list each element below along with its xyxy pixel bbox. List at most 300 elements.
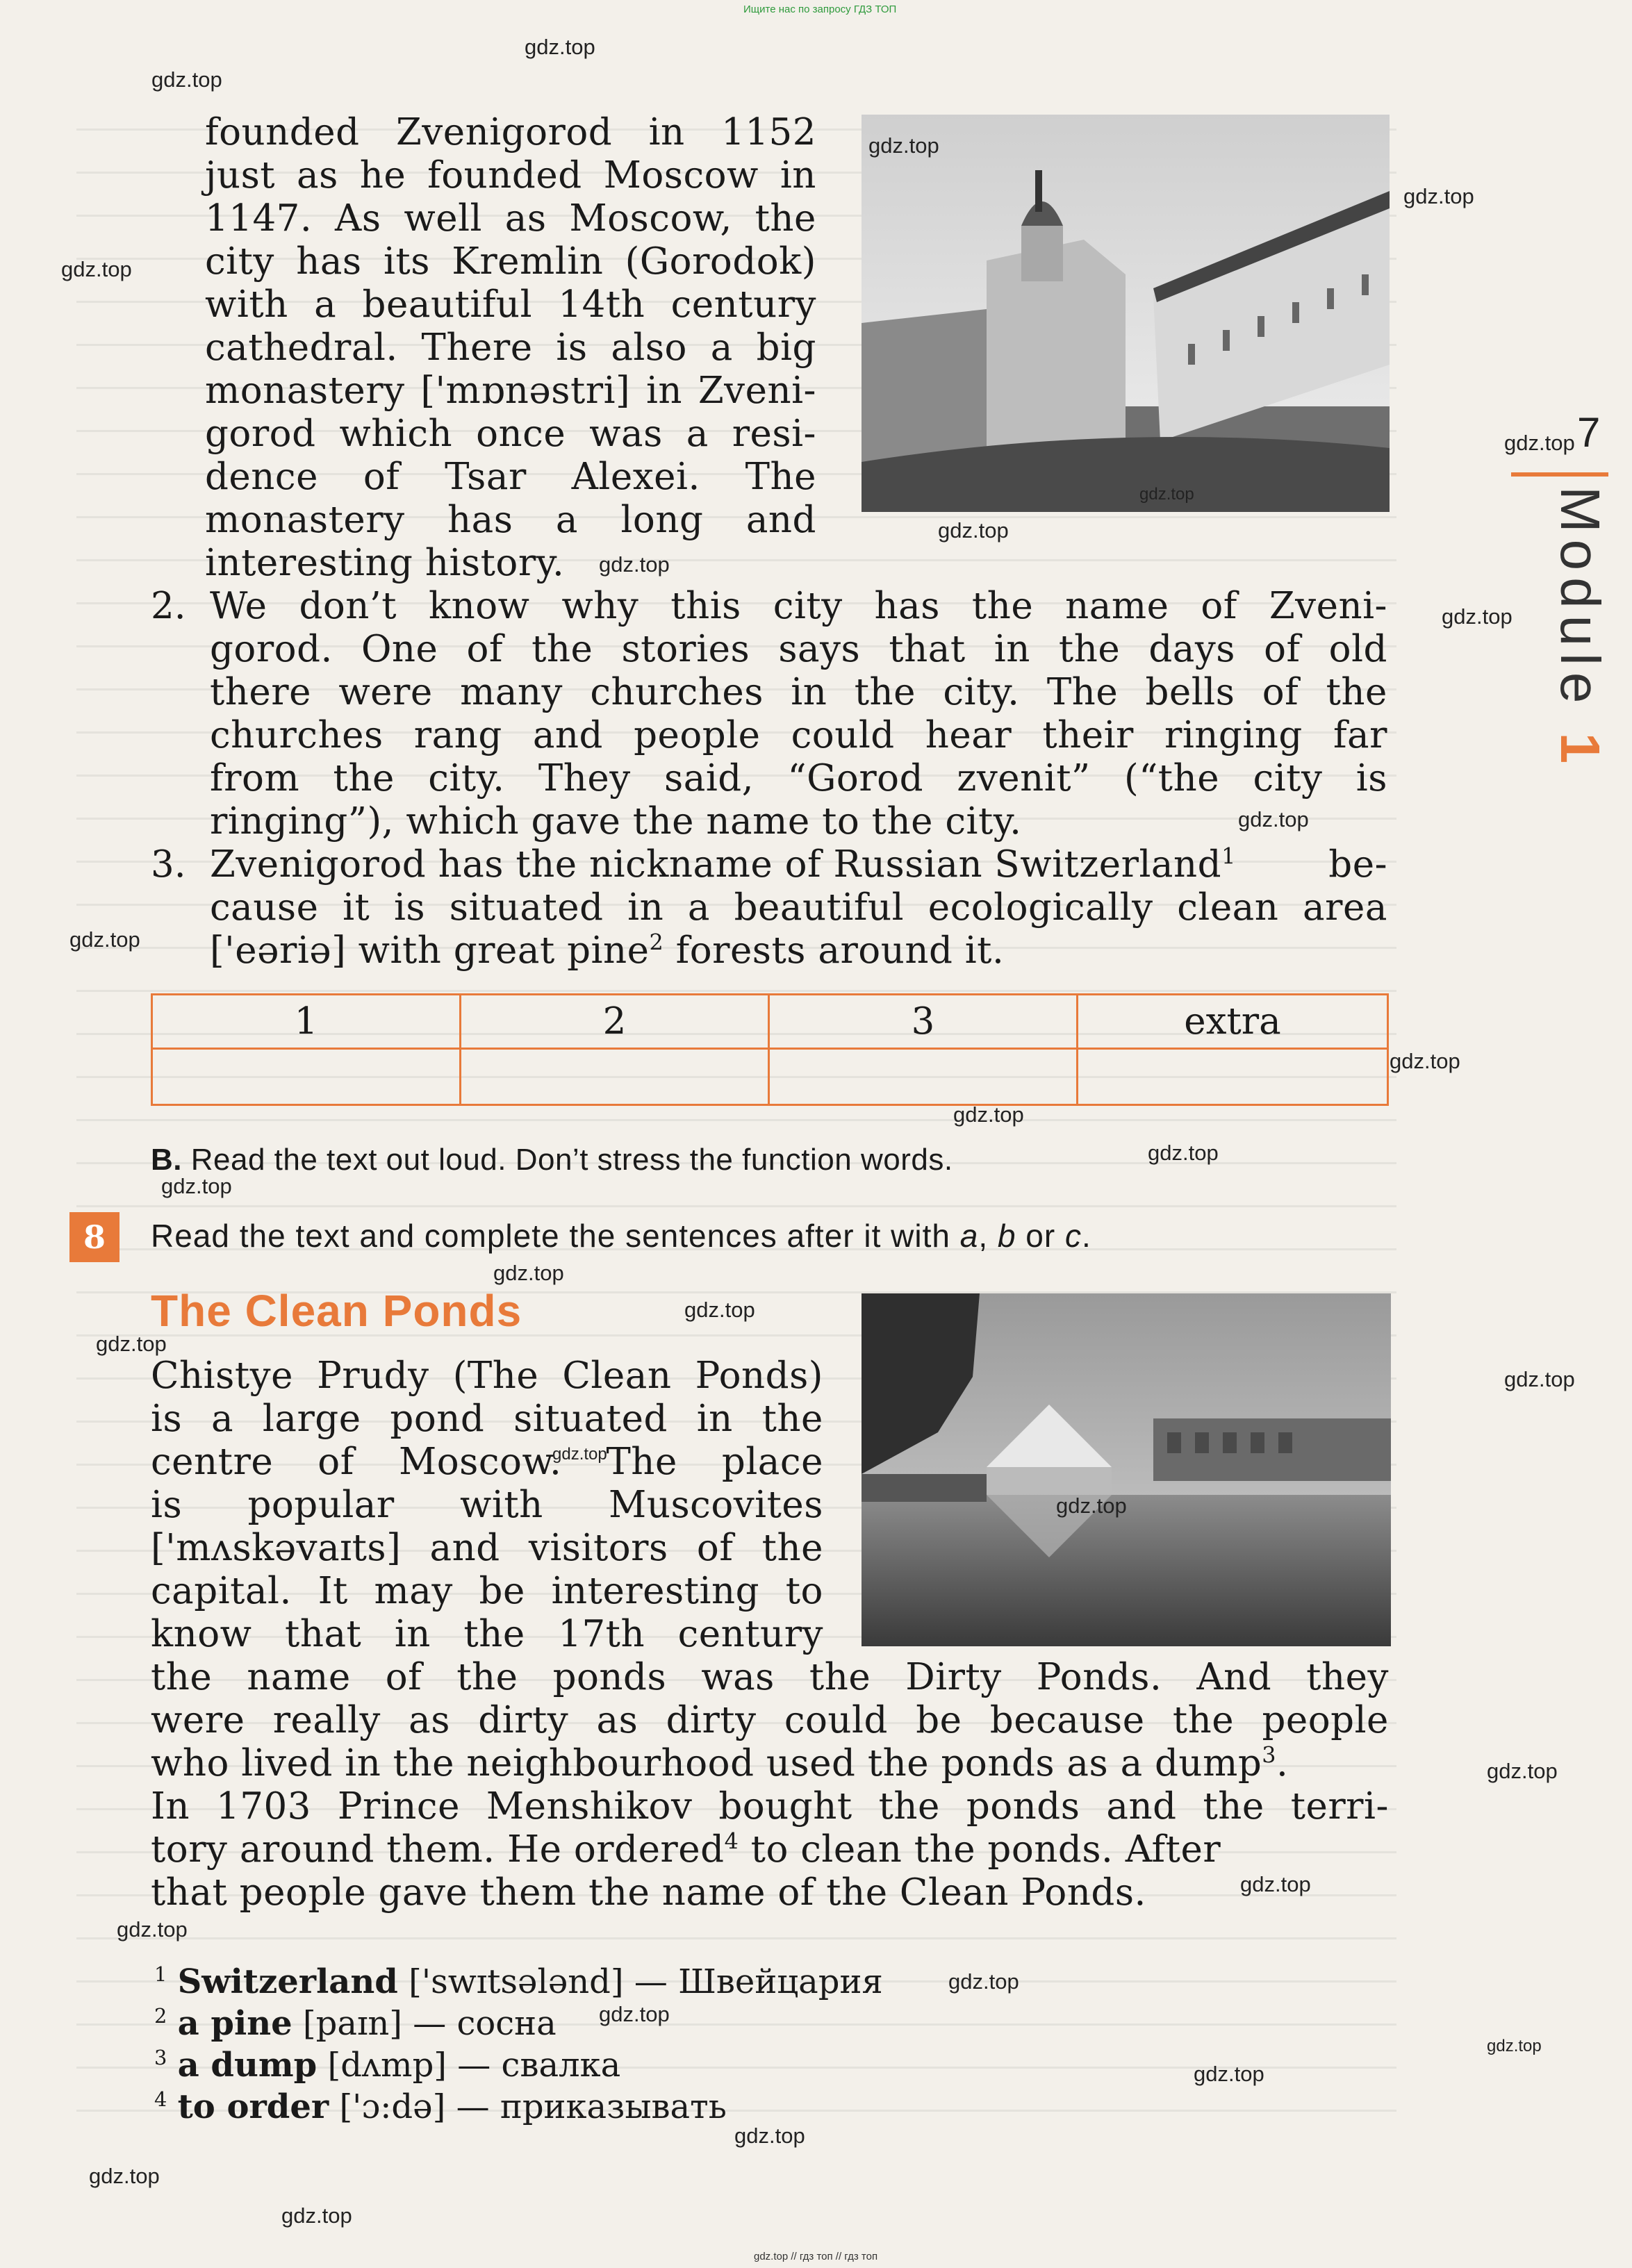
word: has <box>447 499 513 541</box>
word: there <box>210 671 311 713</box>
word: Chistye <box>151 1355 293 1397</box>
word: could <box>791 714 895 756</box>
word: of <box>385 1656 422 1698</box>
word: It <box>318 1570 348 1612</box>
watermark: gdz.top <box>61 257 132 281</box>
footnote-word: to order <box>177 2087 329 2126</box>
footnote-number: 3 <box>154 2046 167 2069</box>
word: is <box>151 1484 183 1526</box>
word: was <box>589 413 663 455</box>
word: really <box>272 1699 381 1741</box>
word: he <box>359 154 406 197</box>
word: that <box>285 1613 362 1655</box>
word: the <box>1058 628 1121 670</box>
word: name <box>706 800 810 843</box>
module-word: Module <box>1549 486 1611 711</box>
word: of <box>696 1527 734 1569</box>
word: big <box>756 326 816 369</box>
footnote-ref: 4 <box>724 1828 739 1855</box>
word: once <box>476 413 566 455</box>
watermark: gdz.top <box>868 133 939 158</box>
table-header: 2 <box>461 995 770 1050</box>
word: the <box>1203 1785 1264 1828</box>
word: bought <box>718 1785 852 1828</box>
word: is <box>1355 757 1387 800</box>
footnote-transcription: [paɪn] <box>302 2004 402 2043</box>
text-line <box>210 714 1387 756</box>
word: 17th <box>558 1613 645 1655</box>
word: of <box>1201 585 1237 627</box>
word: There <box>421 326 533 369</box>
footnote-word: Switzerland <box>177 1962 398 2001</box>
word: stories <box>621 628 750 670</box>
footnote-ref: 1 <box>1221 843 1236 870</box>
word: century <box>677 1613 823 1655</box>
word: ecologically <box>928 886 1153 929</box>
word: were <box>151 1699 245 1741</box>
answer-cell[interactable] <box>770 1050 1078 1104</box>
watermark: gdz.top <box>599 552 670 577</box>
footnote-translation: — свалка <box>457 2046 621 2085</box>
watermark: gdz.top <box>1139 485 1194 504</box>
word: cathedral. <box>205 326 398 369</box>
word: also <box>611 326 687 369</box>
word: to <box>785 1570 823 1612</box>
exercise-instruction <box>151 1217 1091 1255</box>
text-line <box>151 1742 1389 1785</box>
word: has <box>296 240 362 283</box>
answer-cell[interactable] <box>1078 1050 1387 1104</box>
word: the <box>151 1656 213 1698</box>
footer-text: gdz.top // гдз топ // гдз топ <box>754 2251 878 2262</box>
word: beautiful <box>362 283 533 326</box>
answer-cell[interactable] <box>153 1050 461 1104</box>
word: well <box>404 197 482 240</box>
word: ringing”), <box>210 800 394 843</box>
word: clean <box>1177 886 1279 929</box>
text-line <box>151 1441 823 1483</box>
word: dirty <box>478 1699 569 1741</box>
word: a <box>686 413 709 455</box>
word: don’t <box>299 585 397 627</box>
instruction-text: or <box>1016 1218 1065 1254</box>
word: in <box>627 886 664 929</box>
article-title: The Clean Ponds <box>151 1286 522 1336</box>
text-line <box>210 800 1022 843</box>
word: as <box>297 154 338 197</box>
task-b-text: Read the text out loud. Don’t stress the function words. <box>190 1143 953 1177</box>
page-number: 7 <box>1577 409 1601 456</box>
text-line <box>151 1656 1389 1698</box>
word: with <box>460 1484 543 1526</box>
word: Kremlin <box>452 240 604 283</box>
word: ['mʌskəvaɪts] <box>151 1527 402 1569</box>
word: ringing <box>1164 714 1303 756</box>
word: a <box>710 326 733 369</box>
text-line <box>205 370 816 412</box>
word: Zveni- <box>1269 585 1387 627</box>
word: know <box>428 585 530 627</box>
word: zvenit” <box>957 757 1091 800</box>
text-line <box>210 628 1387 670</box>
word: says <box>778 628 861 670</box>
word: the <box>755 197 816 240</box>
word: monastery <box>205 370 405 412</box>
word: they <box>1306 1656 1389 1698</box>
dump-text: . <box>1276 1742 1289 1785</box>
word: One <box>361 628 438 670</box>
clean-ponds-pavilion-photo <box>862 1293 1391 1646</box>
word: founded <box>205 111 360 154</box>
footnote-transcription: ['swɪtsələnd] <box>409 1962 624 2001</box>
text-line <box>205 111 816 154</box>
footnote-transcription: ['ɔ:də] <box>339 2087 446 2126</box>
word: be <box>916 1699 962 1741</box>
watermark: gdz.top <box>1487 1759 1558 1783</box>
word: and <box>1106 1785 1177 1828</box>
word: ['mɒnəstri] <box>420 370 631 412</box>
word: was <box>701 1656 775 1698</box>
word: city. <box>428 757 505 800</box>
word: 1152 <box>721 111 816 154</box>
option-c: c <box>1064 1218 1082 1254</box>
footnote-word: a dump <box>177 2046 318 2085</box>
word: The <box>745 456 816 498</box>
watermark: gdz.top <box>1390 1049 1460 1073</box>
word: rang <box>413 714 502 756</box>
word: know <box>151 1613 252 1655</box>
word: the <box>971 585 1034 627</box>
word: the <box>854 671 916 713</box>
text-line <box>151 1527 823 1569</box>
module-label <box>1548 486 1612 770</box>
word: because <box>989 1699 1145 1741</box>
word: They <box>538 757 631 800</box>
word: Alexei. <box>571 456 700 498</box>
text-line <box>205 197 816 240</box>
word: of <box>363 456 400 498</box>
word: interesting <box>205 542 413 584</box>
word: the <box>632 800 694 843</box>
watermark: gdz.top <box>1403 184 1474 208</box>
word: resi- <box>732 413 816 455</box>
watermark: gdz.top <box>1442 604 1513 629</box>
text-line <box>205 240 816 283</box>
word: pond <box>390 1398 485 1440</box>
watermark: gdz.top <box>1487 2037 1542 2055</box>
dump-text: who lived in the neighbourhood used the ponds as a dump <box>151 1742 1262 1785</box>
text-line <box>151 1785 1389 1828</box>
word: and <box>745 499 816 541</box>
word: Menshikov <box>486 1785 693 1828</box>
word: century <box>670 283 816 326</box>
word: from <box>210 757 300 800</box>
module-number: 1 <box>1549 732 1611 771</box>
word: in <box>791 671 827 713</box>
watermark: gdz.top <box>151 67 222 92</box>
word: were <box>338 671 433 713</box>
word: to <box>822 800 860 843</box>
text-line <box>151 1613 823 1655</box>
text-line <box>205 154 816 197</box>
word: As <box>335 197 381 240</box>
word: monastery <box>205 499 405 541</box>
word: the <box>761 1398 823 1440</box>
word: in <box>648 111 685 154</box>
word: churches <box>590 671 764 713</box>
watermark: gdz.top <box>89 2164 160 2188</box>
word: Tsar <box>445 456 527 498</box>
word: (The <box>452 1355 539 1397</box>
word: Zvenigorod <box>395 111 613 154</box>
watermark: gdz.top <box>684 1298 755 1322</box>
text-line <box>205 499 816 541</box>
word: that <box>889 628 966 670</box>
word: We <box>210 585 267 627</box>
text-line <box>210 757 1387 800</box>
answer-table <box>151 993 1389 1106</box>
word: of <box>1264 628 1301 670</box>
word: Dirty <box>905 1656 1002 1698</box>
text-line <box>210 843 1387 886</box>
option-a: a <box>959 1218 979 1254</box>
word: the <box>878 1785 940 1828</box>
order-text: tory around them. He ordered <box>151 1828 725 1871</box>
word: 1147. <box>205 197 313 240</box>
word: of <box>466 628 503 670</box>
word: in <box>994 628 1030 670</box>
word: as <box>504 197 547 240</box>
word: The <box>1046 671 1119 713</box>
text-line <box>151 1398 823 1440</box>
word: has <box>874 585 940 627</box>
word: “Gorod <box>787 757 923 800</box>
word: in <box>780 154 816 197</box>
watermark: gdz.top <box>161 1174 232 1198</box>
word: In <box>151 1785 190 1828</box>
answer-cell[interactable] <box>461 1050 770 1104</box>
option-b: b <box>997 1218 1016 1254</box>
footnote-word: a pine <box>177 2004 292 2043</box>
word: ponds <box>552 1656 667 1698</box>
word: a <box>211 1398 234 1440</box>
footnote-number: 4 <box>154 2087 167 2111</box>
task-b-label: B. <box>151 1143 182 1177</box>
word: place <box>721 1441 823 1483</box>
word: gorod. <box>210 628 333 670</box>
footnote-number: 1 <box>154 1962 167 1986</box>
item3-text: be- <box>1328 843 1387 886</box>
word: name <box>1065 585 1169 627</box>
word: (“the <box>1124 757 1220 800</box>
footnote <box>154 2087 727 2126</box>
text-line <box>210 929 1004 972</box>
word: a <box>687 886 710 929</box>
text-line <box>210 585 1387 627</box>
word: Moscow. <box>398 1441 562 1483</box>
word: centre <box>151 1441 274 1483</box>
watermark: gdz.top <box>1504 431 1575 455</box>
text-line <box>210 671 1387 713</box>
text-line <box>205 456 816 498</box>
watermark: gdz.top <box>599 2002 670 2026</box>
word: ponds <box>966 1785 1080 1828</box>
word: of <box>318 1441 354 1483</box>
instruction-text: , <box>978 1218 998 1254</box>
zvenigorod-monastery-photo <box>862 115 1390 512</box>
word: far <box>1333 714 1387 756</box>
word: founded <box>427 154 582 197</box>
word: of <box>1262 671 1299 713</box>
word: Prince <box>337 1785 460 1828</box>
word: the <box>761 1527 823 1569</box>
word: name <box>247 1656 351 1698</box>
text-line <box>210 886 1387 929</box>
word: bells <box>1145 671 1235 713</box>
watermark: gdz.top <box>1238 807 1309 831</box>
footnote-ref: 3 <box>1262 1742 1276 1769</box>
word: in <box>696 1398 733 1440</box>
word: the <box>809 1656 871 1698</box>
word: the <box>1172 1699 1235 1741</box>
word: city <box>205 240 274 283</box>
word: its <box>383 240 430 283</box>
word: Moscow <box>603 154 759 197</box>
word: city <box>773 585 843 627</box>
text-line: that people gave them the name of the Clean Ponds. <box>151 1871 1146 1914</box>
word: city. <box>943 671 1020 713</box>
word: the <box>531 628 593 670</box>
text-line <box>205 326 816 369</box>
footnote-translation: — Швейцария <box>634 1962 883 2001</box>
watermark: gdz.top <box>1056 1493 1127 1518</box>
word: old <box>1328 628 1387 670</box>
text-line <box>151 1355 823 1397</box>
word: hear <box>925 714 1012 756</box>
footnote <box>154 2046 620 2085</box>
word: area <box>1303 886 1387 929</box>
item3-text: forests around it. <box>663 929 1005 972</box>
footnote-translation: — приказывать <box>456 2087 727 2126</box>
word: which <box>406 800 520 843</box>
word: situated <box>513 1398 668 1440</box>
word: Prudy <box>317 1355 429 1397</box>
word: city. <box>945 800 1022 843</box>
word: Ponds. <box>1036 1656 1162 1698</box>
table-header: extra <box>1078 995 1387 1050</box>
word: situated <box>449 886 604 929</box>
word: dirty <box>666 1699 757 1741</box>
word: Ponds) <box>695 1355 823 1397</box>
watermark: gdz.top <box>69 927 140 952</box>
text-line <box>205 542 564 584</box>
watermark: gdz.top <box>552 1445 607 1464</box>
word: their <box>1042 714 1134 756</box>
module-tab <box>1549 486 1619 820</box>
word: the <box>1326 671 1387 713</box>
word: and <box>429 1527 500 1569</box>
order-text: to clean the ponds. After <box>739 1828 1221 1871</box>
instruction-text: . <box>1081 1218 1091 1254</box>
footnote-transcription: [dʌmp] <box>327 2046 447 2085</box>
item-number: 3. <box>151 843 186 886</box>
word: is <box>556 326 588 369</box>
module-divider <box>1511 472 1608 477</box>
word: the <box>456 1656 518 1698</box>
instruction-text: Read the text and complete the sentences after it with <box>151 1218 960 1254</box>
word: Clean <box>562 1355 672 1397</box>
word: 14th <box>558 283 645 326</box>
top-banner: Ищите нас по запросу ГДЗ ТОП <box>743 3 897 15</box>
table-header: 1 <box>153 995 461 1050</box>
word: people <box>1262 1699 1389 1741</box>
word: Moscow, <box>569 197 732 240</box>
word: in <box>645 370 683 412</box>
table-header: 3 <box>770 995 1078 1050</box>
word: people <box>634 714 761 756</box>
word: Zveni- <box>698 370 816 412</box>
watermark: gdz.top <box>1504 1367 1575 1391</box>
word: (Gorodok) <box>625 240 816 283</box>
word: long <box>620 499 704 541</box>
word: churches <box>210 714 384 756</box>
watermark: gdz.top <box>493 1261 564 1285</box>
word: large <box>262 1398 361 1440</box>
word: The <box>606 1441 677 1483</box>
word: just <box>205 154 276 197</box>
word: gorod <box>205 413 316 455</box>
word: Muscovites <box>609 1484 823 1526</box>
watermark: gdz.top <box>525 35 595 59</box>
word: popular <box>247 1484 395 1526</box>
watermark: gdz.top <box>1194 2062 1264 2086</box>
word: days <box>1148 628 1235 670</box>
text-line <box>205 283 816 326</box>
word: with <box>205 283 288 326</box>
watermark: gdz.top <box>117 1917 188 1942</box>
watermark: gdz.top <box>938 518 1009 543</box>
watermark: gdz.top <box>1148 1141 1219 1165</box>
word: many <box>460 671 563 713</box>
word: And <box>1196 1656 1272 1698</box>
word: be <box>479 1570 525 1612</box>
word: city <box>1253 757 1323 800</box>
word: is <box>151 1398 183 1440</box>
word: terri- <box>1290 1785 1389 1828</box>
footnote-ref: 2 <box>649 929 664 956</box>
word: cause <box>210 886 319 929</box>
word: and <box>532 714 603 756</box>
word: interesting <box>551 1570 760 1612</box>
word: the <box>333 757 395 800</box>
text-line <box>151 1828 1389 1871</box>
word: as <box>596 1699 638 1741</box>
watermark: gdz.top <box>953 1102 1024 1127</box>
text-line <box>151 1484 823 1526</box>
word: history. <box>425 542 565 584</box>
word: as <box>409 1699 450 1741</box>
text-line <box>151 1699 1389 1741</box>
word: capital. <box>151 1570 292 1612</box>
word: may <box>374 1570 453 1612</box>
text-line <box>151 1570 823 1612</box>
text-line <box>205 413 816 455</box>
word: it <box>343 886 370 929</box>
footnote <box>154 2004 557 2043</box>
footnote-number: 2 <box>154 2004 167 2028</box>
word: could <box>784 1699 888 1741</box>
word: beautiful <box>734 886 905 929</box>
